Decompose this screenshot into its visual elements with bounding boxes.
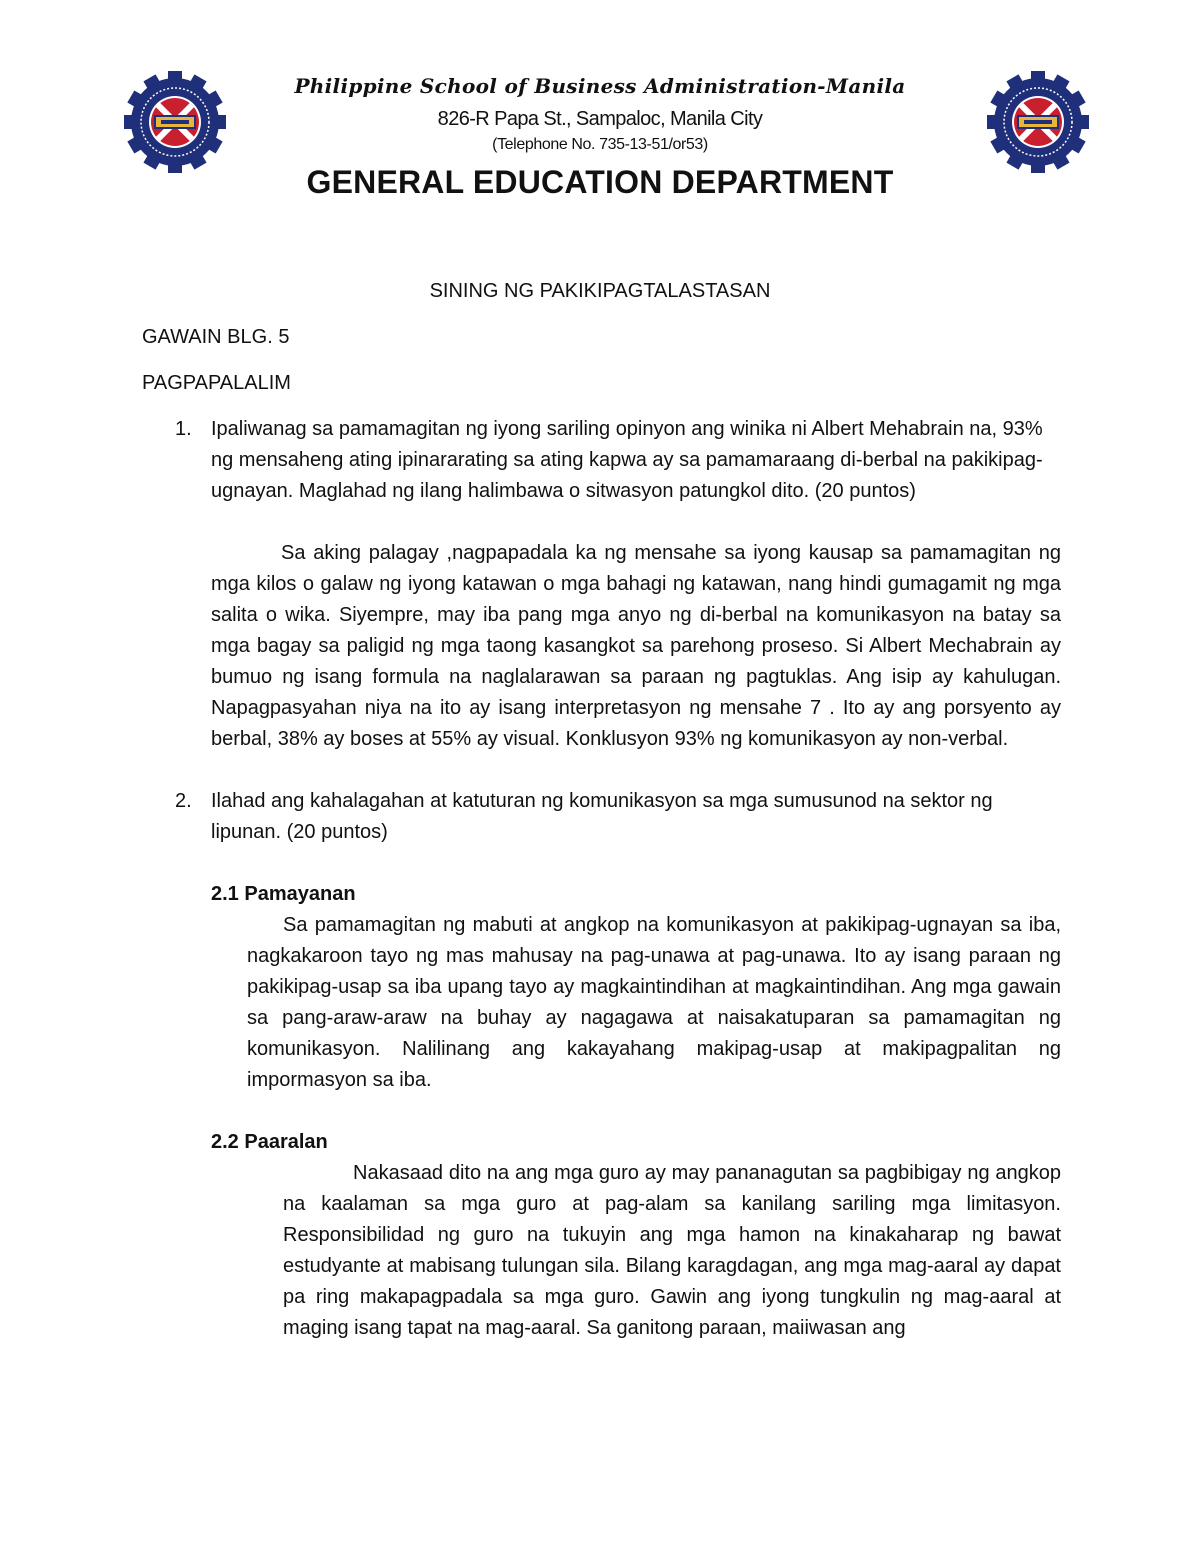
activity-label: GAWAIN BLG. 5 [142, 326, 290, 348]
question-item [175, 786, 1061, 1344]
section-label: PAGPAPALALIM [142, 372, 291, 394]
subsection-body: Nakasaad dito na ang mga guro ay may pananagutan sa pagbibigay ng angkop na kaalaman sa mga guro at pag-alam sa kanilang sariling mga limitasyon. Responsibilidad ng guro na tukuyin ang mga hamon na kinakaharap ng bawat estudyante at mabisang tulungan sila. Bilang karagdagan, ang mga mag-aaral ay dapat pa ring makapagpadala sa mga guro. Gawin ang iyong tungkulin ng mag-aaral at maging isang tapat na mag-aaral. Sa ganitong paraan, maiiwasan ang [283, 1162, 1061, 1339]
document-body [0, 276, 1200, 1344]
answer-text: Sa aking palagay ,nagpapadala ka ng mensahe sa iyong kausap sa pamamagitan ng mga kilos o galaw ng iyong katawan o mga bahagi ng katawan, nang hindi gumagamit ng mga salita o wika. Siyempre, may iba pang mga anyo ng di-berbal na komunikasyon na batay sa mga bagay sa paligid ng mga taong kasangkot sa parehong proseso. Si Albert Mechabrain ay bumuo ng isang formula na naglalarawan sa paraan ng pagtuklas. Ang isip ay kahulugan. Napagpasyahan niya na ito ay isang interpretasyon ng mensahe 7 . Ito ay ang porsyento ay berbal, 38% ay boses at 55% ay visual. Konklusyon 93% ng komunikasyon ay non-verbal. [211, 542, 1061, 750]
question-number: 2. [175, 790, 192, 812]
question-item [175, 414, 1061, 755]
subsection-body: Sa pamamagitan ng mabuti at angkop na komunikasyon at pakikipag-ugnayan sa iba, nagkakaroon tayo ng mas mahusay na pag-unawa at pag-unawa. Ito ay isang paraan ng pakikipag-usap sa iba upang tayo ay magkaintindihan at magkaintindihan. Ang mga gawain sa pang-araw-araw na buhay ay nagagawa at naisakatuparan sa pamamagitan ng komunikasyon. Nalilinang ang kakayahang makipag-usap at makipagpalitan ng impormasyon sa iba. [247, 914, 1061, 1091]
question-text: Ipaliwanag sa pamamagitan ng iyong sariling opinyon ang winika ni Albert Mehabrain na, 93% ng mensaheng ating ipinararating sa ating kapwa ay sa pamamaraang di-berbal na pakikipag-ugnayan. Maglahad ng ilang halimbawa o sitwasyon patungkol dito. (20 puntos) [211, 418, 1043, 502]
department-title: GENERAL EDUCATION DEPARTMENT [306, 164, 894, 200]
school-phone: (Telephone No. 735-13-51/or53) [492, 136, 708, 153]
subsection-heading: 2.1 Pamayanan [211, 883, 356, 905]
document-title: SINING NG PAKIKIPAGTALASTASAN [429, 280, 771, 302]
question-number: 1. [175, 418, 192, 440]
subsection-heading: 2.2 Paaralan [211, 1131, 328, 1153]
question-text: Ilahad ang kahalagahan at katuturan ng komunikasyon sa mga sumusunod na sektor ng lipunan. (20 puntos) [211, 790, 993, 843]
school-name: Philippine School of Business Administration-Manila [294, 74, 906, 98]
school-address: 826-R Papa St., Sampaloc, Manila City [437, 108, 763, 130]
